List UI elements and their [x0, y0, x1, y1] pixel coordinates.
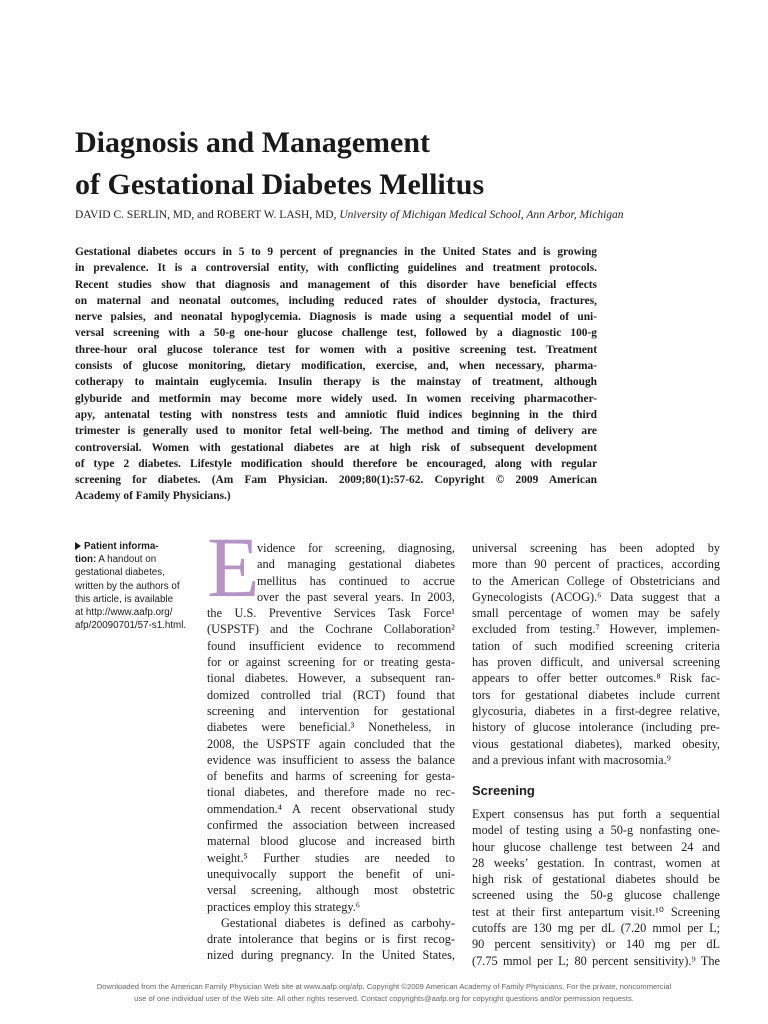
abstract-line: in prevalence. It is a controversial entity, with conflicting guidelines and treatment protocols.: [75, 262, 597, 275]
body-line: screened using the 50-g glucose challenge: [472, 888, 720, 903]
body-line: high risk of gestational diabetes should be: [472, 872, 720, 887]
body-line: and a previous infant with macrosomia.⁹: [472, 752, 671, 767]
abstract-line: trimester is generally used to monitor fetal well-being. The method and timing of delivery are: [75, 425, 597, 438]
body-line: drate intolerance that begins or is first recog-: [207, 932, 455, 947]
patient-information-note: [75, 540, 195, 632]
body-line: diabetes were beneficial.³ Nonetheless, in: [207, 720, 455, 735]
body-line: confirmed the association between increased: [207, 818, 455, 833]
sidenote-line: this article, is available: [75, 593, 174, 605]
body-line: tation of such modified screening criteria: [472, 638, 720, 653]
body-line: model of testing using a 50-g nonfasting one-: [472, 823, 720, 838]
body-line: 90 percent sensitivity) or 140 mg per dL: [472, 937, 720, 952]
body-line: practices employ this strategy.⁶: [207, 899, 361, 914]
body-line: tional diabetes, and therefore made no rec-: [207, 785, 455, 800]
footer-line: use of one individual user of the Web site. All other rights reserved. Contact copyrights@aafp.org for copyright questions and/or permission requests.: [134, 994, 634, 1003]
abstract-line: on maternal and neonatal outcomes, including reduced rates of shoulder dystocia, fractures,: [75, 294, 597, 307]
body-line: 2008, the USPSTF again concluded that the: [207, 736, 455, 751]
authors: DAVID C. SERLIN, MD, and ROBERT W. LASH, MD,: [75, 209, 337, 221]
abstract-line: Gestational diabetes occurs in 5 to 9 percent of pregnancies in the United States and is growing: [75, 246, 597, 258]
body-line: evidence was insufficient to assess the balance: [207, 752, 455, 767]
sidenote-line: written by the authors of: [75, 580, 180, 592]
body-line: universal screening has been adopted by: [472, 541, 720, 555]
abstract-line: three-hour oral glucose tolerance test for women with a positive screening test. Treatment: [75, 343, 597, 356]
article-title: [75, 122, 715, 206]
body-line: versal screening, although most obstetric: [207, 883, 455, 898]
body-line: test at their first antepartum visit.¹⁰ Screening: [472, 904, 720, 919]
body-line: appears to offer better outcomes.⁸ Risk fac-: [472, 671, 720, 686]
body-line: cutoffs are 130 mg per dL (7.20 mmol per L;: [472, 921, 720, 936]
body-line: tors for gestational diabetes include current: [472, 687, 720, 702]
drop-cap: E: [207, 519, 260, 615]
abstract-line: apy, antenatal testing with nonstress tests and amniotic fluid indices beginning in the third: [75, 408, 597, 421]
sidenote-line: [75, 540, 195, 553]
abstract-line: controversial. Women with gestational diabetes are at high risk of subsequent development: [75, 441, 597, 454]
affiliation: University of Michigan Medical School, Ann Arbor, Michigan: [339, 209, 624, 221]
section-heading-screening: Screening: [472, 783, 535, 798]
abstract-line: Academy of Family Physicians.): [75, 490, 231, 503]
body-line: to the American College of Obstetricians and: [472, 573, 720, 588]
body-column-2: [472, 540, 720, 768]
body-line: mellitus has continued to accrue: [257, 573, 455, 588]
body-line: screening and intervention for gestational: [207, 703, 455, 718]
body-line: excluded from testing.⁷ However, implemen-: [472, 622, 720, 637]
body-column-2-screening: [472, 806, 720, 969]
body-line: for or against screening for or treating gesta-: [207, 655, 455, 670]
abstract: [75, 244, 597, 505]
sidenote-link[interactable]: afp/20090701/57-s1.html.: [75, 620, 187, 632]
abstract-line: versal screening with a 50-g one-hour glucose challenge test, followed by a diagnostic 100-g: [75, 327, 597, 340]
title-line-2: of Gestational Diabetes Mellitus: [75, 168, 485, 201]
abstract-line: of type 2 diabetes. Lifestyle modification should therefore be encouraged, along with regular: [75, 457, 597, 470]
body-line: small percentage of women may be safely: [472, 606, 720, 621]
byline: [75, 208, 715, 222]
sidenote-label-end: tion:: [75, 554, 97, 566]
abstract-line: Recent studies show that diagnosis and management of this disorder have beneficial effects: [75, 278, 597, 291]
abstract-line: screening for diabetes. (Am Fam Physician. 2009;80(1):57-62. Copyright © 2009 American: [75, 474, 597, 487]
sidenote-line: gestational diabetes,: [75, 567, 165, 579]
body-line: has proven difficult, and universal screening: [472, 655, 720, 670]
body-line: vidence for screening, diagnosing,: [257, 541, 455, 555]
body-line: vious gestational diabetes), marked obesity,: [472, 736, 720, 751]
body-line: (7.75 mmol per L; 80 percent sensitivity).⁹ The: [472, 953, 720, 968]
sidenote-label: Patient informa-: [84, 541, 159, 552]
body-line: unequivocally support the benefit of uni-: [207, 866, 455, 881]
body-line: Gynecologists (ACOG).⁶ Data suggest that a: [472, 589, 720, 604]
abstract-line: glyburide and metformin may become more widely used. In women receiving pharmacother-: [75, 392, 597, 405]
body-line: more than 90 percent of practices, according: [472, 557, 720, 572]
title-line-1: Diagnosis and Management: [75, 126, 431, 159]
body-line: ommendation.⁴ A recent observational study: [207, 801, 455, 816]
sidenote-line: [75, 553, 195, 566]
body-line: 28 weeks’ gestation. In contrast, women at: [472, 855, 720, 870]
body-line: of benefits and harms of screening for gesta-: [207, 769, 455, 784]
body-line: the U.S. Preventive Services Task Force¹: [207, 606, 455, 621]
copyright-footer: [40, 981, 728, 1005]
body-line: weight.⁵ Further studies are needed to: [207, 850, 455, 865]
body-line: found insufficient evidence to recommend: [207, 638, 455, 653]
body-line: Gestational diabetes is defined as carbohy-: [221, 915, 455, 930]
body-line: over the past several years. In 2003,: [257, 589, 455, 604]
body-line: hour glucose challenge test between 24 and: [472, 839, 720, 854]
body-line: and managing gestational diabetes: [257, 557, 455, 572]
body-line: domized controlled trial (RCT) found that: [207, 687, 455, 702]
body-line: maternal blood glucose and increased birth: [207, 834, 455, 849]
body-line: history of glucose intolerance (including pre-: [472, 720, 720, 735]
sidenote-text: A handout on: [96, 554, 157, 566]
abstract-line: nerve palsies, and neonatal hypoglycemia. Diagnosis is made using a sequential model of uni-: [75, 311, 597, 324]
body-line: glycosuria, diabetes in a first-degree relative,: [472, 703, 720, 718]
body-line: Expert consensus has put forth a sequential: [472, 807, 720, 821]
body-line: nized during pregnancy. In the United States,: [207, 948, 455, 963]
body-column-1: [207, 540, 455, 964]
footer-line: Downloaded from the American Family Physician Web site at www.aafp.org/afp. Copyright ©2009 American Academy of Family Physicians. For the private, noncommercial: [96, 982, 672, 991]
triangle-right-icon: [75, 542, 81, 550]
body-line: tional diabetes. However, a subsequent ran-: [207, 671, 455, 686]
abstract-line: cotherapy to maintain euglycemia. Insulin therapy is the mainstay of treatment, although: [75, 376, 597, 389]
abstract-line: consists of glucose monitoring, dietary modification, exercise, and, when necessary, pharma-: [75, 360, 597, 373]
body-line: (USPSTF) and the Cochrane Collaboration²: [207, 622, 455, 637]
sidenote-link[interactable]: at http://www.aafp.org/: [75, 606, 173, 618]
